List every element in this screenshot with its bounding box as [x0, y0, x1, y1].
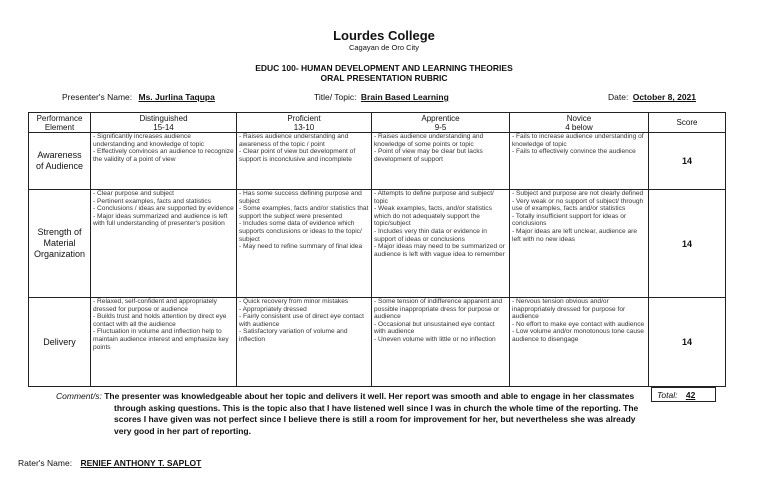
level-name: Distinguished	[139, 113, 188, 123]
descriptor-line: - Effectively convinces an audience to recognize the validity of a point of view	[93, 148, 234, 163]
descriptor-cell	[237, 133, 372, 190]
descriptor-cell	[510, 133, 649, 190]
comment-body	[56, 391, 646, 437]
level-name: Apprentice	[421, 113, 460, 123]
score-header: Score	[649, 113, 726, 133]
row-element	[29, 133, 91, 190]
descriptor-line: - Quick recovery from minor mistakes	[239, 298, 349, 305]
comment-section	[56, 391, 646, 437]
element-line: Delivery	[43, 336, 76, 347]
descriptor-line: - Clear point of view but development of support is inconclusive and incomplete	[239, 148, 356, 163]
rubric-title	[0, 63, 768, 83]
level-range: 13-10	[293, 122, 315, 132]
header-line: Element	[44, 122, 75, 132]
element-line: Awareness	[37, 150, 82, 160]
date-field	[608, 92, 696, 102]
descriptor-line: - Totally insufficient support for ideas or conclusions	[512, 212, 627, 228]
descriptor-cell	[510, 298, 649, 387]
descriptor-line: - Significantly increases audience understanding and knowledge of topic	[93, 133, 205, 148]
descriptor-line: - Some examples, facts and/or statistics that support the subject were presented	[239, 205, 369, 220]
descriptor-cell	[237, 190, 372, 298]
performance-element-header	[29, 113, 91, 133]
descriptor-line: - May need to refine summary of final idea	[239, 243, 363, 251]
descriptor-line: - Major ideas may need to be summarized or audience is left with vague idea to remember	[374, 243, 505, 258]
descriptor-line: - Major ideas summarized and audience is left with full understanding of presenter's position	[93, 212, 228, 228]
descriptor-line: - Point of view may be clear but lacks development of support	[374, 148, 483, 163]
descriptor-line: - Uneven volume with little or no inflection	[374, 335, 496, 343]
level-range: 4 below	[565, 122, 593, 132]
topic-field	[314, 92, 449, 102]
descriptor-line: - Conclusions / ideas are supported by evidence	[93, 205, 234, 213]
college-name: Lourdes College	[333, 28, 435, 43]
descriptor-cell	[372, 190, 510, 298]
date-value: October 8, 2021	[632, 92, 697, 102]
descriptor-cell	[91, 298, 237, 387]
rubric-table	[28, 112, 726, 387]
descriptor-line: - Subject and purpose are not clearly defined	[512, 190, 644, 197]
college-city: Cagayan de Oro City	[348, 43, 420, 52]
descriptor-line: - Clear purpose and subject	[93, 190, 175, 197]
element-line: Organization	[33, 249, 86, 259]
total-box	[651, 387, 716, 402]
row-element	[29, 298, 91, 387]
comment-label: Comment/s:	[56, 391, 102, 401]
presenter-label: Presenter's Name:	[62, 92, 133, 102]
descriptor-line: - Satisfactory variation of volume and inflection	[239, 328, 348, 343]
level-range: 15-14	[153, 122, 174, 132]
level-header-apprentice	[372, 113, 510, 133]
descriptor-cell	[510, 190, 649, 298]
total-value: 42	[685, 390, 696, 400]
descriptor-cell	[372, 133, 510, 190]
descriptor-line: - Has some success defining purpose and subject	[239, 190, 362, 205]
level-header-distinguished	[91, 113, 237, 133]
descriptor-cell	[91, 133, 237, 190]
descriptor-line: - Fluctuation in volume and inflection help to maintain audience interest and emphasize key points	[93, 328, 229, 351]
rubric-header-row	[29, 113, 726, 133]
score-cell: 14	[649, 190, 726, 298]
rubric-name: ORAL PRESENTATION RUBRIC	[320, 73, 448, 83]
table-row	[29, 190, 726, 298]
descriptor-line: - Weak examples, facts, and/or statistics which do not adequately support the topic/subject	[374, 205, 492, 228]
level-header-proficient	[237, 113, 372, 133]
score-cell: 14	[649, 298, 726, 387]
descriptor-line: - Raises audience understanding and awareness of the topic / point	[239, 133, 349, 148]
total-label: Total:	[657, 390, 678, 400]
descriptor-line: - Nervous tension obvious and/or inappropriately dressed for purpose for audience	[512, 298, 626, 321]
document-header	[0, 28, 768, 83]
element-line: of Audience	[35, 161, 84, 171]
descriptor-line: - Low volume and/or monotonous tone cause audience to disengage	[512, 328, 644, 343]
descriptor-line: - Occasional but unsustained eye contact with audience	[374, 320, 495, 336]
descriptor-line: - Includes very thin data or evidence in support of ideas or conclusions	[374, 227, 487, 243]
descriptor-line: - Includes some data of evidence which supports conclusions or ideas to the topic/ subject	[239, 220, 362, 243]
topic-label: Title/ Topic:	[314, 92, 357, 102]
rater-label: Rater's Name:	[18, 458, 73, 468]
level-range: 9-5	[434, 122, 447, 132]
descriptor-line: - Appropriately dressed	[239, 305, 307, 313]
presenter-value: Ms. Jurlina Taqupa	[138, 92, 215, 102]
descriptor-line: - Very weak or no support of subject/ through use of examples, facts and/or statistics	[512, 197, 644, 213]
descriptor-cell	[91, 190, 237, 298]
element-line: Material	[43, 238, 76, 248]
comment-text: The presenter was knowledgeable about her topic and delivers it well. Her report was smooth and able to engage in her classmates through asking questions. This is the topic also that I have listened well since I was in church the whole time of the reporting. The scores I have given was not perfect since I believe there is still a room for improvement for her, but nevertheless she was already very good in her part of reporting.	[104, 391, 639, 436]
descriptor-line: - Raises audience understanding and knowledge of some points or topic	[374, 133, 484, 148]
descriptor-cell	[372, 298, 510, 387]
descriptor-line: - Attempts to define purpose and subject/ topic	[374, 190, 494, 205]
date-label: Date:	[608, 92, 629, 102]
descriptor-line: - Fails to increase audience understanding of knowledge of topic	[512, 133, 644, 148]
descriptor-line: - Relaxed, self-confident and appropriately dressed for purpose or audience	[93, 298, 217, 313]
element-line: Strength of	[37, 227, 82, 237]
topic-value: Brain Based Learning	[360, 92, 449, 102]
presenter-field	[62, 92, 215, 102]
descriptor-line: - Pertinent examples, facts and statistics	[93, 197, 212, 205]
level-header-novice	[510, 113, 649, 133]
header-line: Performance	[36, 113, 83, 123]
descriptor-line: - Builds trust and holds attention by direct eye contact with all the audience	[93, 313, 227, 328]
level-name: Proficient	[287, 113, 321, 123]
row-element	[29, 190, 91, 298]
rater-value: RENIEF ANTHONY T. SAPLOT	[80, 458, 202, 468]
rater-field	[18, 458, 201, 468]
descriptor-line: - Some tension of indifference apparent and possible inappropriate dress for purpose or audience	[374, 298, 503, 321]
descriptor-line: - No effort to make eye contact with audience	[512, 320, 645, 328]
descriptor-cell	[237, 298, 372, 387]
table-row	[29, 133, 726, 190]
course-title: EDUC 100- HUMAN DEVELOPMENT AND LEARNING THEORIES	[255, 63, 513, 73]
level-name: Novice	[566, 113, 592, 123]
descriptor-line: - Fairly consistent use of direct eye contact with audience	[239, 313, 364, 328]
descriptor-line: - Major ideas are left unclear, audience are left with no new ideas	[512, 227, 637, 243]
score-cell: 14	[649, 133, 726, 190]
descriptor-line: - Fails to effectively convince the audience	[512, 148, 636, 156]
table-row	[29, 298, 726, 387]
